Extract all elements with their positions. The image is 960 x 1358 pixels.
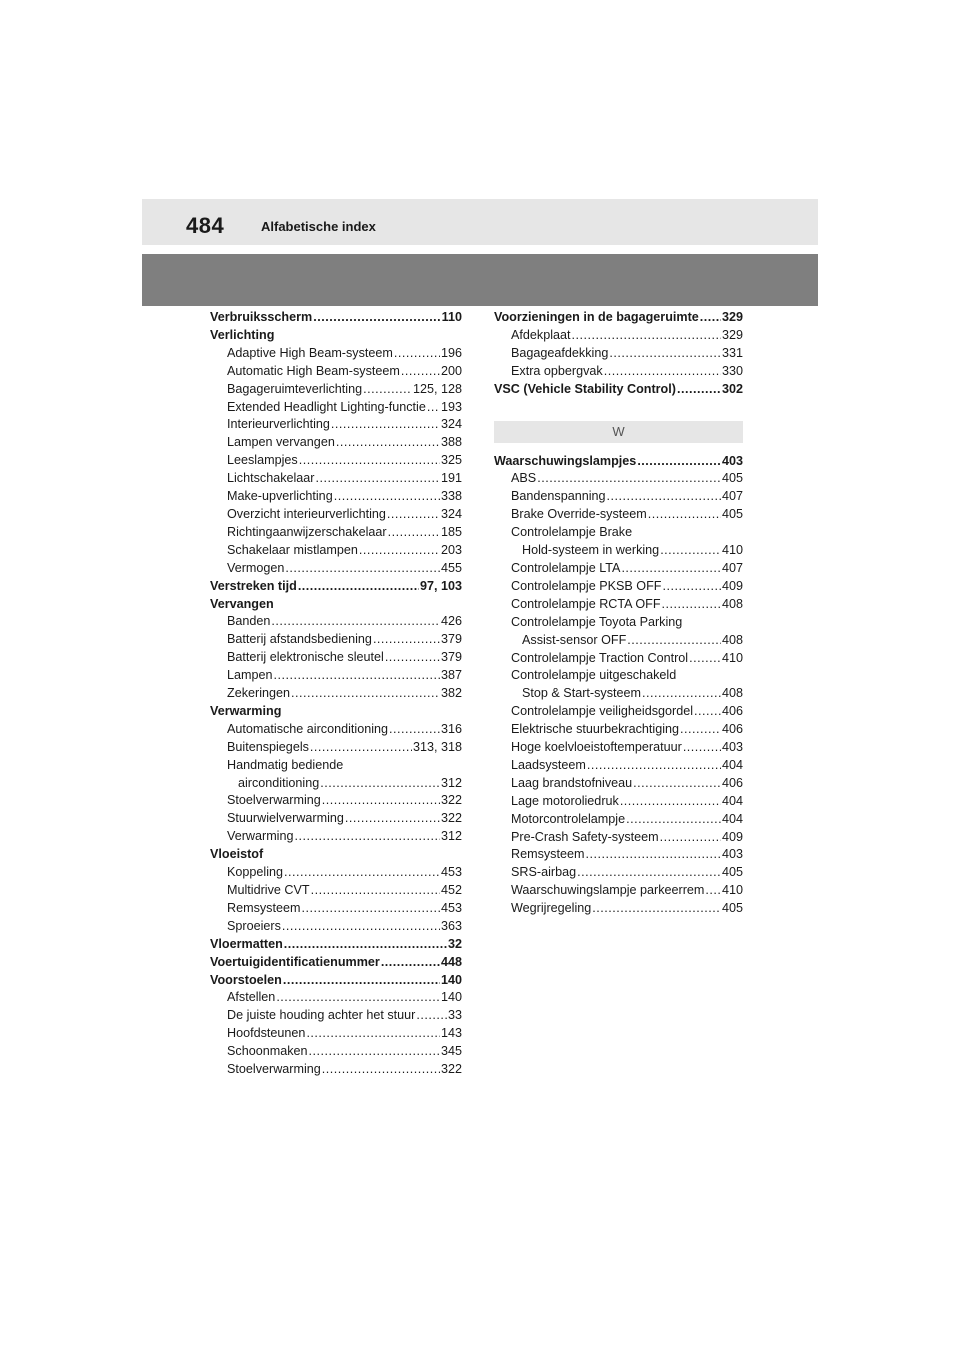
index-entry: [210, 739, 462, 757]
dot-leader: [316, 470, 440, 488]
entry-page: 33: [447, 1008, 462, 1023]
index-entry: [210, 685, 462, 703]
entry-page: 407: [721, 489, 743, 504]
entry-page: 200: [440, 363, 462, 378]
index-entry: [210, 703, 462, 721]
entry-page: 382: [440, 686, 462, 701]
entry-page: 143: [440, 1026, 462, 1041]
entry-text: Zekeringen: [227, 686, 291, 701]
dot-leader: [607, 488, 721, 506]
index-column-right: [494, 309, 743, 918]
index-entry: [494, 846, 743, 864]
entry-text: Controlelampje Brake: [511, 525, 633, 540]
index-entry: [494, 703, 743, 721]
index-entry: [494, 721, 743, 739]
entry-page: 345: [440, 1044, 462, 1059]
entry-text: Hoge koelvloeistoftemperatuur: [511, 740, 682, 755]
dot-leader: [313, 309, 440, 327]
dot-leader: [604, 363, 721, 381]
entry-text: Afstellen: [227, 990, 276, 1005]
entry-text: VSC (Vehicle Stability Control): [494, 381, 676, 396]
index-group-v: [494, 309, 743, 399]
section-title: Alfabetische index: [261, 219, 376, 234]
index-entry: [494, 524, 743, 542]
dot-leader: [283, 972, 440, 990]
entry-page: 324: [440, 506, 462, 521]
entry-text: Leeslampjes: [227, 453, 298, 468]
index-entry: [494, 685, 743, 703]
entry-text: Controlelampje Traction Control: [511, 650, 689, 665]
dot-leader: [662, 596, 721, 614]
entry-text: Adaptive High Beam-systeem: [227, 345, 393, 360]
dot-leader: [626, 811, 721, 829]
dot-leader: [389, 721, 440, 739]
dot-leader: [660, 829, 721, 847]
entry-text: SRS-airbag: [511, 865, 577, 880]
dot-leader: [683, 739, 721, 757]
index-entry: [210, 363, 462, 381]
dot-leader: [427, 399, 440, 417]
entry-text: Automatische airconditioning: [227, 721, 389, 736]
index-entry: [210, 1043, 462, 1061]
entry-text: Verbruiksscherm: [210, 310, 313, 324]
dot-leader: [642, 685, 721, 703]
entry-page: 406: [721, 722, 743, 737]
entry-page: 338: [440, 489, 462, 504]
index-entry: [494, 829, 743, 847]
entry-text: Bagageruimteverlichting: [227, 381, 363, 396]
entry-text: Lage motoroliedruk: [511, 793, 619, 808]
entry-text: Lampen vervangen: [227, 435, 335, 450]
entry-page: 408: [721, 686, 743, 701]
index-entry: [210, 846, 462, 864]
entry-page: 410: [721, 543, 743, 558]
entry-page: 403: [721, 847, 743, 862]
dot-leader: [381, 954, 440, 972]
index-entry: [210, 1061, 462, 1079]
dot-leader: [373, 631, 440, 649]
entry-text: Handmatig bediende: [227, 757, 344, 772]
entry-page: 125, 128: [412, 381, 462, 396]
entry-text: Schoonmaken: [227, 1044, 308, 1059]
index-entry: [210, 470, 462, 488]
dot-leader: [609, 345, 721, 363]
index-entry: [210, 667, 462, 685]
dot-leader: [388, 524, 440, 542]
dot-leader: [334, 488, 440, 506]
entry-page: 455: [440, 560, 462, 575]
entry-page: 410: [721, 883, 743, 898]
index-entry: [494, 811, 743, 829]
index-entry: [210, 524, 462, 542]
entry-text: Remsysteem: [511, 847, 585, 862]
index-entry: [210, 828, 462, 846]
dot-leader: [284, 936, 447, 954]
entry-page: 363: [440, 918, 462, 933]
dot-leader: [320, 775, 440, 793]
entry-text: Sproeiers: [227, 918, 281, 933]
index-entry: [210, 631, 462, 649]
entry-page: 404: [721, 811, 743, 826]
dot-leader: [689, 650, 721, 668]
dot-leader: [385, 649, 440, 667]
dot-leader: [363, 381, 412, 399]
entry-text: Laag brandstofniveau: [511, 775, 633, 790]
entry-page: 409: [721, 829, 743, 844]
entry-text: Extra opbergvak: [511, 363, 603, 378]
index-entry: [494, 506, 743, 524]
dot-leader: [648, 506, 721, 524]
entry-page: 312: [440, 829, 462, 844]
entry-page: 379: [440, 650, 462, 665]
index-entry: [494, 882, 743, 900]
entry-page: 322: [440, 793, 462, 808]
dot-leader: [271, 613, 440, 631]
entry-page: 405: [721, 471, 743, 486]
index-entry: [210, 506, 462, 524]
index-entry: [210, 1007, 462, 1025]
entry-text: Vloermatten: [210, 936, 283, 951]
entry-page: 410: [721, 650, 743, 665]
index-entry: [210, 488, 462, 506]
entry-page: 322: [440, 1062, 462, 1077]
entry-page: 408: [721, 596, 743, 611]
entry-text: Controlelampje LTA: [511, 560, 621, 575]
entry-text: Waarschuwingslampje parkeerrem: [511, 883, 705, 898]
dot-leader: [627, 632, 721, 650]
index-entry: [210, 1025, 462, 1043]
entry-text: Vloeistof: [210, 847, 264, 862]
entry-text: Motorcontrolelampje: [511, 811, 626, 826]
dot-leader: [387, 506, 440, 524]
entry-text: Interieurverlichting: [227, 417, 330, 432]
dot-leader: [592, 900, 721, 918]
index-entry: [494, 470, 743, 488]
entry-text: Batterij elektronische sleutel: [227, 650, 384, 665]
index-entry: [494, 345, 743, 363]
entry-text: Wegrijregeling: [511, 901, 592, 916]
entry-page: 452: [440, 883, 462, 897]
entry-text: Batterij afstandsbediening: [227, 632, 372, 647]
entry-text: Afdekplaat: [511, 327, 571, 342]
entry-text: Controlelampje Toyota Parking: [511, 614, 683, 629]
entry-text: Vermogen: [227, 560, 285, 575]
entry-page: 406: [721, 775, 743, 790]
entry-page: 448: [440, 954, 462, 969]
entry-text: Banden: [227, 614, 271, 629]
index-entry: [210, 381, 462, 399]
entry-text: ABS: [511, 471, 537, 486]
index-entry: [210, 649, 462, 667]
index-entry: [210, 613, 462, 631]
index-entry: [210, 578, 462, 596]
index-group-w: [494, 453, 743, 919]
entry-text: Automatic High Beam-systeem: [227, 363, 400, 378]
entry-page: 324: [440, 417, 462, 432]
index-entry: [494, 614, 743, 632]
index-entry: [210, 399, 462, 417]
index-entry: [210, 810, 462, 828]
entry-page: 330: [721, 363, 743, 378]
entry-text: Remsysteem: [227, 900, 301, 915]
index-entry: [210, 954, 462, 972]
entry-page: 325: [440, 453, 462, 468]
entry-text: Brake Override-systeem: [511, 507, 647, 522]
entry-text: De juiste houding achter het stuur: [227, 1008, 416, 1023]
dot-leader: [282, 918, 440, 936]
entry-page: 408: [721, 632, 743, 647]
dot-leader: [331, 416, 440, 434]
dot-leader: [311, 882, 440, 900]
entry-text: Controlelampje veiligheidsgordel: [511, 704, 694, 719]
index-entry: [494, 667, 743, 685]
index-entry: [494, 381, 743, 399]
entry-text: Hoofdsteunen: [227, 1026, 306, 1041]
dot-leader: [322, 1061, 440, 1079]
index-entry: [210, 918, 462, 936]
dot-leader: [680, 721, 721, 739]
entry-page: 191: [440, 471, 462, 486]
entry-text: Lichtschakelaar: [227, 471, 315, 486]
index-entry: [494, 327, 743, 345]
index-entry: [210, 434, 462, 452]
entry-page: 407: [721, 560, 743, 575]
index-entry: [494, 560, 743, 578]
dot-leader: [284, 864, 440, 882]
dot-leader: [301, 900, 440, 918]
dot-leader: [295, 828, 440, 846]
page-number: 484: [186, 213, 225, 238]
dot-leader: [416, 1007, 447, 1025]
entry-page: 453: [440, 865, 462, 880]
dot-leader: [587, 757, 721, 775]
entry-text: Stoelverwarming: [227, 1062, 321, 1077]
index-entry: [494, 488, 743, 506]
index-entry: [210, 936, 462, 954]
entry-text: Extended Headlight Lighting-functie: [227, 399, 426, 414]
header-bar: [142, 199, 818, 245]
dot-leader: [336, 434, 440, 452]
entry-text: Laadsysteem: [511, 757, 586, 772]
entry-page: 403: [721, 740, 743, 755]
entry-text: Multidrive CVT: [227, 883, 310, 897]
index-entry: [210, 864, 462, 882]
entry-page: 316: [440, 721, 462, 736]
entry-text: Voorzieningen in de bagageruimte: [494, 310, 699, 324]
dot-leader: [621, 560, 721, 578]
entry-page: 302: [721, 381, 743, 396]
entry-page: 406: [721, 704, 743, 719]
entry-text: Verwarming: [210, 703, 282, 718]
entry-text: Controlelampje PKSB OFF: [511, 578, 662, 593]
entry-text: Waarschuwingslampjes: [494, 453, 637, 468]
entry-text: Vervangen: [210, 596, 274, 611]
entry-page: 312: [440, 775, 462, 790]
entry-page: 329: [721, 310, 743, 324]
entry-page: 331: [721, 345, 743, 360]
dot-leader: [694, 703, 721, 721]
dot-leader: [298, 578, 419, 596]
index-entry: [210, 792, 462, 810]
entry-text: airconditioning: [238, 775, 320, 790]
entry-text: Koppeling: [227, 865, 284, 880]
index-entry: [210, 775, 462, 793]
index-entry: [494, 632, 743, 650]
dot-leader: [585, 846, 721, 864]
index-entry: [210, 972, 462, 990]
index-entry: [210, 882, 462, 900]
index-entry: [494, 775, 743, 793]
dot-leader: [537, 470, 721, 488]
entry-page: 404: [721, 793, 743, 808]
dot-leader: [299, 452, 440, 470]
index-entry: [494, 864, 743, 882]
dot-leader: [633, 775, 721, 793]
entry-text: Controlelampje RCTA OFF: [511, 596, 661, 611]
dot-leader: [677, 381, 721, 399]
entry-text: Controlelampje uitgeschakeld: [511, 668, 677, 683]
entry-text: Hold-systeem in werking: [522, 543, 660, 558]
entry-text: Bagageafdekking: [511, 345, 609, 360]
entry-page: 322: [440, 811, 462, 826]
entry-text: Richtingaanwijzerschakelaar: [227, 524, 387, 539]
dot-leader: [291, 685, 440, 703]
entry-page: 453: [440, 900, 462, 915]
dot-leader: [700, 309, 721, 327]
index-entry: [210, 757, 462, 775]
index-entry: [494, 578, 743, 596]
letter-heading-bar: [494, 421, 743, 443]
index-column-left: [210, 309, 462, 1079]
dot-leader: [274, 667, 440, 685]
entry-text: Verlichting: [210, 327, 275, 342]
entry-page: 387: [440, 668, 462, 683]
index-entry: [210, 560, 462, 578]
entry-page: 140: [440, 990, 462, 1005]
index-entry: [210, 989, 462, 1007]
entry-text: Overzicht interieurverlichting: [227, 506, 386, 521]
entry-text: Elektrische stuurbekrachtiging: [511, 722, 679, 737]
entry-page: 140: [440, 972, 462, 987]
dot-leader: [309, 1043, 440, 1061]
entry-text: Lampen: [227, 668, 273, 683]
entry-text: Assist-sensor OFF: [522, 632, 627, 647]
entry-page: 313, 318: [412, 739, 462, 754]
dot-leader: [577, 864, 721, 882]
index-entry: [210, 452, 462, 470]
entry-text: Stoelverwarming: [227, 793, 321, 808]
index-entry: [210, 345, 462, 363]
index-entry: [494, 900, 743, 918]
letter-heading: W: [612, 424, 625, 440]
index-entry: [494, 453, 743, 471]
entry-page: 110: [441, 310, 462, 324]
entry-page: 409: [721, 578, 743, 593]
index-entry: [494, 650, 743, 668]
entry-page: 405: [721, 507, 743, 522]
dot-leader: [705, 882, 721, 900]
entry-page: 405: [721, 901, 743, 916]
entry-page: 203: [440, 542, 462, 557]
entry-page: 379: [440, 632, 462, 647]
dot-leader: [276, 989, 440, 1007]
dot-leader: [359, 542, 440, 560]
dot-leader: [285, 560, 440, 578]
dot-leader: [637, 453, 721, 471]
entry-page: 404: [721, 757, 743, 772]
entry-page: 196: [440, 345, 462, 360]
header-band: [142, 254, 818, 306]
index-entry: [210, 900, 462, 918]
entry-text: Voorstoelen: [210, 972, 282, 987]
dot-leader: [394, 345, 440, 363]
dot-leader: [620, 793, 721, 811]
entry-page: 32: [447, 936, 462, 951]
index-entry: [210, 327, 462, 345]
entry-page: 388: [440, 435, 462, 450]
dot-leader: [345, 810, 440, 828]
index-entry: [494, 596, 743, 614]
index-entry: [494, 542, 743, 560]
entry-page: 193: [440, 399, 462, 414]
entry-text: Schakelaar mistlampen: [227, 542, 358, 557]
entry-text: Pre-Crash Safety-systeem: [511, 829, 659, 844]
entry-page: 97, 103: [419, 578, 462, 593]
entry-text: Voertuigidentificatienummer: [210, 954, 380, 969]
index-entry: [494, 309, 743, 327]
index-entry: [494, 793, 743, 811]
entry-text: Bandenspanning: [511, 489, 606, 504]
entry-text: Make-upverlichting: [227, 489, 333, 504]
entry-text: Verwarming: [227, 829, 294, 844]
dot-leader: [662, 578, 721, 596]
dot-leader: [660, 542, 721, 560]
index-entry: [210, 416, 462, 434]
entry-text: Stuurwielverwarming: [227, 811, 344, 826]
entry-text: Verstreken tijd: [210, 578, 297, 593]
entry-text: Buitenspiegels: [227, 739, 309, 754]
index-entry: [210, 309, 462, 327]
entry-page: 185: [440, 524, 462, 539]
dot-leader: [572, 327, 721, 345]
dot-leader: [401, 363, 440, 381]
index-entry: [494, 739, 743, 757]
dot-leader: [310, 739, 412, 757]
index-entry: [494, 757, 743, 775]
index-entry: [210, 721, 462, 739]
dot-leader: [322, 792, 440, 810]
entry-text: Stop & Start-systeem: [522, 686, 641, 701]
entry-page: 426: [440, 614, 462, 629]
entry-page: 329: [721, 327, 743, 342]
dot-leader: [306, 1025, 440, 1043]
entry-page: 403: [721, 453, 743, 468]
index-entry: [210, 596, 462, 614]
index-entry: [494, 363, 743, 381]
entry-page: 405: [721, 865, 743, 880]
index-entry: [210, 542, 462, 560]
